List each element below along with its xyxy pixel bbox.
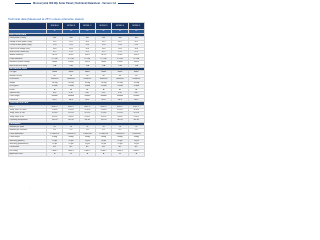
datasheet-page [0, 0, 149, 198]
table-cell: 1640x992 [128, 78, 144, 81]
table-cell: 1000V [112, 61, 128, 64]
table-cell: 3.2mm [79, 85, 95, 88]
table-cell: IEC [79, 146, 95, 149]
subcolumn-header: 1P [63, 30, 79, 34]
table-cell: 18.4% [95, 54, 111, 57]
table-cell: 1700x1120 [128, 132, 144, 135]
table-cell: 45±2°C [63, 105, 79, 108]
table-cell: 900mm [79, 95, 95, 98]
table-cell: 300 [128, 37, 144, 40]
row-label: Voltage at max power (Vmp) [9, 40, 47, 43]
table-cell: Class C [95, 149, 111, 152]
table-cell: 0.05% [47, 115, 63, 118]
table-cell: 3.2mm [128, 85, 144, 88]
table-cell: 0~+5W [112, 57, 128, 60]
table-cell: -0.29% [95, 112, 111, 115]
table-cell: 10 yrs [95, 139, 111, 142]
table-cell: MC4 [95, 98, 111, 101]
table-cell: 300 [79, 37, 95, 40]
table-cell: A [128, 153, 144, 156]
row-label: Short circuit current (Isc) [9, 51, 47, 54]
table-cell: 60 [112, 74, 128, 77]
row-label: Pallet dimensions [9, 132, 47, 135]
table-cell: 1700x1120 [95, 132, 111, 135]
table-cell: 3.2mm [63, 85, 79, 88]
table-cell: 10 yrs [79, 139, 95, 142]
table-cell: 0~+5W [63, 57, 79, 60]
table-cell: IP67 [128, 91, 144, 94]
table-body [9, 34, 145, 157]
table-cell: 9.24 [63, 44, 79, 47]
table-cell: 45±2°C [47, 105, 63, 108]
row-label: Connector [9, 98, 47, 101]
table-cell: -0.29% [63, 112, 79, 115]
row-label: Dimensions [9, 78, 47, 81]
table-cell: 498kg [63, 136, 79, 139]
table-cell: Class C [79, 149, 95, 152]
row-label: Warranty (performance) [9, 143, 47, 146]
table-cell: 572 [47, 129, 63, 132]
row-label: Rated power (Pmax) [9, 37, 47, 40]
column-header: MODEL E [112, 23, 128, 30]
document-title: Monocrystal 300 Wp Solar Panel [32, 2, 73, 5]
row-label: Temp. coeff. of Isc [9, 115, 47, 118]
table-cell: IEC [47, 146, 63, 149]
table-cell: -40~85 [128, 119, 144, 122]
table-cell: 10 yrs [112, 139, 128, 142]
table-cell: 10 yrs [47, 139, 63, 142]
table-cell: 39.8 [47, 47, 63, 50]
table-cell: 9.72 [112, 51, 128, 54]
table-cell: 9.72 [47, 51, 63, 54]
table-cell: IP67 [47, 91, 63, 94]
table-cell: 1700x1120 [47, 132, 63, 135]
table-cell: IP67 [63, 91, 79, 94]
table-cell: 1640x992 [47, 78, 63, 81]
subcolumn-header: 3P [112, 30, 128, 34]
table-cell: 9.24 [79, 44, 95, 47]
table-cell: 572 [95, 129, 111, 132]
table-cell: 0.05% [63, 115, 79, 118]
table-cell: -40~85 [79, 119, 95, 122]
table-cell: -40~85 [47, 119, 63, 122]
row-label: Application class [9, 153, 47, 156]
table-cell: 9.24 [128, 44, 144, 47]
table-cell: 25 yrs [63, 143, 79, 146]
table-cell: 15A [112, 64, 128, 67]
table-cell: 26 [79, 125, 95, 128]
table-cell: 39.8 [112, 47, 128, 50]
table-cell: 498kg [47, 136, 63, 139]
table-cell: 15A [95, 64, 111, 67]
table-cell: Class C [63, 149, 79, 152]
table-cell: 45±2°C [128, 105, 144, 108]
table-cell: 1000V [95, 61, 111, 64]
table-cell: 60 [95, 74, 111, 77]
table-cell: 1000V [47, 61, 63, 64]
table-cell: 60 [79, 74, 95, 77]
table-cell: 0.05% [128, 115, 144, 118]
table-cell: 9.72 [63, 51, 79, 54]
header-rule-right [118, 3, 134, 4]
table-cell: 39.8 [128, 47, 144, 50]
table-cell: 18.2kg [112, 81, 128, 84]
table-cell: A [79, 153, 95, 156]
section-label: TEMPERATURE DATA [9, 102, 145, 105]
table-cell: 39.8 [63, 47, 79, 50]
table-cell: 32.5 [128, 40, 144, 43]
table-cell: A [112, 153, 128, 156]
table-cell: 32.5 [112, 40, 128, 43]
table-cell: 9.72 [95, 51, 111, 54]
row-label: Front glass [9, 85, 47, 88]
document-header: Monocrystal 300 Wp Solar Panel | Technical Datasheet - Version 1.2 [32, 2, 117, 5]
row-label: Fire rating [9, 149, 47, 152]
column-header: MODEL F [128, 23, 144, 30]
row-label: Modules per container [9, 129, 47, 132]
table-cell: 0.05% [95, 115, 111, 118]
table-cell: 18.4% [128, 54, 144, 57]
table-cell: 3.2mm [95, 85, 111, 88]
table-cell: Mono [47, 71, 63, 74]
table-cell: 0.05% [79, 115, 95, 118]
table-cell: 0.05% [112, 115, 128, 118]
table-cell: 900mm [112, 95, 128, 98]
table-cell: 9.72 [128, 51, 144, 54]
table-cell: 25 yrs [79, 143, 95, 146]
table-cell: -40~85 [95, 119, 111, 122]
table-cell: Al [79, 88, 95, 91]
table-cell: 15A [63, 64, 79, 67]
table-cell: 300 [63, 37, 79, 40]
row-label: Cell type [9, 71, 47, 74]
row-label: Pallet weight [9, 136, 47, 139]
table-cell: 1640x992 [112, 78, 128, 81]
table-cell: 900mm [47, 95, 63, 98]
table-cell: 572 [112, 129, 128, 132]
table-cell: 300 [95, 37, 111, 40]
table-cell: IEC [63, 146, 79, 149]
section-label: MECHANICAL DATA [9, 68, 145, 71]
table-cell: Al [63, 88, 79, 91]
column-header: MODEL B [63, 23, 79, 30]
row-label: Frame [9, 88, 47, 91]
table-cell: IP67 [95, 91, 111, 94]
row-label: Junction box [9, 91, 47, 94]
table-cell: MC4 [79, 98, 95, 101]
table-cell: 39.8 [95, 47, 111, 50]
subcolumn-header: 1P [47, 30, 63, 34]
table-cell: 9.24 [112, 44, 128, 47]
row-label: Cable length [9, 95, 47, 98]
table-cell: 300 [47, 37, 63, 40]
table-cell: Al [95, 88, 111, 91]
row-label: Modules per pallet [9, 125, 47, 128]
table-cell: Class C [112, 149, 128, 152]
table-cell: MC4 [112, 98, 128, 101]
table-cell: Mono [112, 71, 128, 74]
table-cell: Class C [128, 149, 144, 152]
table-cell: IEC [95, 146, 111, 149]
table-cell: 15A [47, 64, 63, 67]
table-cell: 3.2mm [112, 85, 128, 88]
table-cell: 26 [95, 125, 111, 128]
table-cell: Mono [63, 71, 79, 74]
table-cell: 572 [128, 129, 144, 132]
table-cell: 60 [47, 74, 63, 77]
table-row [9, 153, 145, 156]
row-label: Max series fuse rating [9, 64, 47, 67]
table-cell: 25 yrs [128, 143, 144, 146]
table-cell: 0~+5W [47, 57, 63, 60]
table-cell: 18.4% [63, 54, 79, 57]
table-cell: A [47, 153, 63, 156]
table-cell: -0.39% [47, 108, 63, 111]
row-label: Weight [9, 81, 47, 84]
table-cell: 1700x1120 [63, 132, 79, 135]
row-label: Operating temperature [9, 119, 47, 122]
table-cell: -0.39% [128, 108, 144, 111]
table-cell: 1640x992 [95, 78, 111, 81]
table-cell: A [95, 153, 111, 156]
table-cell: -0.29% [47, 112, 63, 115]
table-cell: 45±2°C [112, 105, 128, 108]
table-cell: Al [47, 88, 63, 91]
table-cell: 900mm [63, 95, 79, 98]
table-cell: -0.39% [79, 108, 95, 111]
table-cell: 9.24 [47, 44, 63, 47]
table-cell: 18.2kg [47, 81, 63, 84]
table-cell: A [63, 153, 79, 156]
table-cell: 1700x1120 [79, 132, 95, 135]
spec-table [8, 22, 145, 157]
table-cell: Mono [128, 71, 144, 74]
table-cell: 39.8 [79, 47, 95, 50]
subcolumn-header: 1P [79, 30, 95, 34]
table-cell: 26 [47, 125, 63, 128]
row-label: Certification [9, 146, 47, 149]
table-cell: 18.2kg [95, 81, 111, 84]
table-cell: 0~+5W [79, 57, 95, 60]
table-cell: 25 yrs [112, 143, 128, 146]
section-label: ELECTRICAL DATA [9, 34, 145, 37]
table-cell: 18.2kg [128, 81, 144, 84]
table-cell: 60 [63, 74, 79, 77]
row-label: Current at max power (Imp) [9, 44, 47, 47]
row-label: Number of cells [9, 74, 47, 77]
table-cell: -0.39% [63, 108, 79, 111]
table-cell: 1000V [79, 61, 95, 64]
table-cell: 900mm [95, 95, 111, 98]
table-cell: Mono [79, 71, 95, 74]
table-cell: -40~85 [112, 119, 128, 122]
table-cell: 572 [63, 129, 79, 132]
table-title: Technical data (Measured at 25°C unless otherwise stated) [8, 16, 84, 21]
table-cell: -0.39% [95, 108, 111, 111]
table-cell: 9.72 [79, 51, 95, 54]
table-cell: IEC [112, 146, 128, 149]
table-cell: 18.4% [112, 54, 128, 57]
table-cell: MC4 [63, 98, 79, 101]
table-cell: 45±2°C [79, 105, 95, 108]
row-label: Power tolerance [9, 57, 47, 60]
table-cell: 32.5 [47, 40, 63, 43]
table-cell: 3.2mm [47, 85, 63, 88]
header-rule-left [15, 3, 31, 4]
table-cell: IEC [128, 146, 144, 149]
table-cell: 18.4% [79, 54, 95, 57]
table-cell: 9.24 [95, 44, 111, 47]
table-cell: Al [128, 88, 144, 91]
table-cell: IP67 [112, 91, 128, 94]
table-cell: 498kg [95, 136, 111, 139]
table-cell: 26 [128, 125, 144, 128]
table-cell: 1640x992 [63, 78, 79, 81]
column-header: MODEL C [79, 23, 95, 30]
table-cell: 0~+5W [128, 57, 144, 60]
table-cell: -0.29% [112, 112, 128, 115]
table-cell: 498kg [128, 136, 144, 139]
table-cell: 26 [112, 125, 128, 128]
table-cell: -0.39% [112, 108, 128, 111]
column-header: MODEL D [95, 23, 111, 30]
table-cell: 45±2°C [95, 105, 111, 108]
subcolumn-header: 3P [128, 30, 144, 34]
row-label: Temp. coeff. of Pmax [9, 108, 47, 111]
table-cell: IP67 [79, 91, 95, 94]
table-cell: 300 [112, 37, 128, 40]
table-cell: 15A [79, 64, 95, 67]
header-label-cell [9, 23, 47, 30]
table-cell: 25 yrs [47, 143, 63, 146]
row-label: Temp. coeff. of Voc [9, 112, 47, 115]
table-cell: 32.5 [79, 40, 95, 43]
row-label: Open circuit voltage (Voc) [9, 47, 47, 50]
table-cell: 1700x1120 [112, 132, 128, 135]
subcolumn-header: 3P [95, 30, 111, 34]
table-cell: MC4 [128, 98, 144, 101]
document-subtitle: Technical Datasheet - Version 1.2 [75, 2, 117, 5]
table-cell: 25 yrs [95, 143, 111, 146]
table-cell: 498kg [112, 136, 128, 139]
table-cell: 60 [128, 74, 144, 77]
row-label: Module efficiency [9, 54, 47, 57]
table-cell: 1000V [63, 61, 79, 64]
table-cell: 18.2kg [63, 81, 79, 84]
table-cell: 10 yrs [128, 139, 144, 142]
row-label: Warranty (product) [9, 139, 47, 142]
table-cell: 32.5 [95, 40, 111, 43]
table-cell: 572 [79, 129, 95, 132]
table-cell: 0~+5W [95, 57, 111, 60]
table-cell: 18.2kg [79, 81, 95, 84]
table-cell: -0.29% [79, 112, 95, 115]
table-cell: 900mm [128, 95, 144, 98]
table-cell: 1640x992 [79, 78, 95, 81]
table-header-row [9, 23, 145, 30]
table-cell: Mono [95, 71, 111, 74]
table-cell: 1000V [128, 61, 144, 64]
footer-note: Specifications subject to change without notice. [8, 187, 42, 188]
table-cell: 10 yrs [63, 139, 79, 142]
row-label: Maximum system voltage [9, 61, 47, 64]
table-cell: -40~85 [63, 119, 79, 122]
row-label: NOCT [9, 105, 47, 108]
table-cell: 498kg [79, 136, 95, 139]
table-cell: Al [112, 88, 128, 91]
table-cell: Class C [47, 149, 63, 152]
table-cell: 26 [63, 125, 79, 128]
section-label: PACKAGING [9, 122, 145, 125]
table-cell: 15A [128, 64, 144, 67]
table-cell: -0.29% [128, 112, 144, 115]
table-cell: MC4 [47, 98, 63, 101]
column-header: MODEL A [47, 23, 63, 30]
table-cell: 18.4% [47, 54, 63, 57]
table-cell: 32.5 [63, 40, 79, 43]
